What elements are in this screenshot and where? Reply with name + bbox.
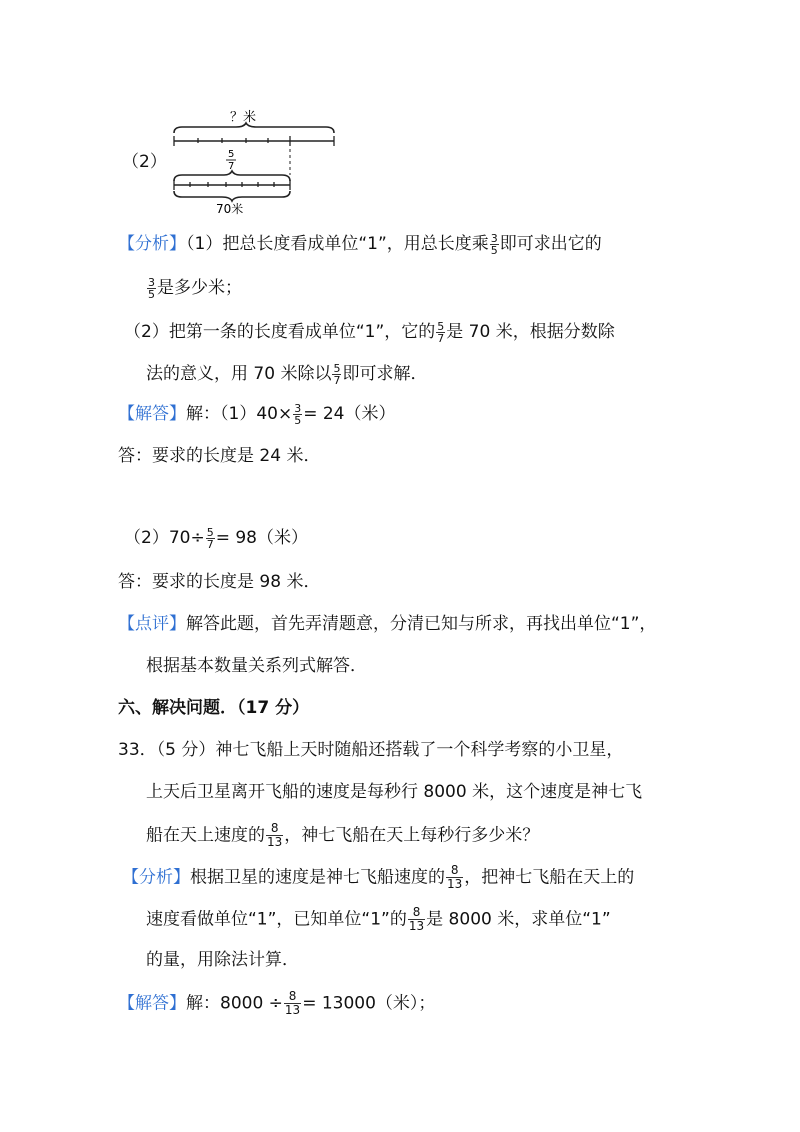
- middle-brace: [174, 171, 290, 181]
- fraction: $\frac{3}{5}$: [148, 275, 155, 301]
- fraction-denominator: 7: [228, 161, 235, 172]
- fraction: $\frac{5}{7}$: [333, 361, 341, 387]
- answer-1: 答：要求的长度是 24 米．: [118, 446, 321, 466]
- solution-tag: 【解答】: [118, 404, 186, 424]
- solution-line-2: （2）70÷ $\frac{5}{7}$ = 98（米）: [124, 525, 308, 551]
- q33-analysis-line-3: 的量，用除法计算．: [146, 950, 299, 970]
- top-length-label: ？米: [230, 110, 257, 125]
- fraction: $\frac{5}{7}$: [206, 525, 214, 551]
- q33-solution-tag: 【解答】: [118, 993, 186, 1014]
- fraction: $\frac{5}{7}$: [437, 319, 445, 345]
- analysis-line-1: 【分析】（1）把总长度看成单位“1”，用总长度乘 $\frac{3}{5}$ 即可求出它的: [118, 231, 602, 257]
- diagram-label: （2）: [122, 152, 167, 172]
- analysis-line-2: $\frac{3}{5}$ 是多少米；: [148, 275, 242, 301]
- comment-line-2: 根据基本数量关系列式解答．: [146, 656, 367, 676]
- fraction: $\frac{8}{13}$: [284, 989, 301, 1017]
- answer-2: 答：要求的长度是 98 米．: [118, 572, 321, 592]
- fraction: $\frac{3}{5}$: [490, 231, 498, 257]
- bottom-length-label: 70米: [216, 202, 244, 215]
- question-33-line-3: 船在天上速度的 $\frac{8}{13}$ ，神七飞船在天上每秒行多少米？: [146, 821, 540, 849]
- analysis-line-3: （2）把第一条的长度看成单位“1”，它的 $\frac{5}{7}$ 是 70 米，根据分数除: [124, 319, 615, 345]
- section-title: 六、解决问题．（17 分）: [118, 698, 310, 718]
- analysis-tag: 【分析】: [118, 234, 186, 254]
- comment-tag: 【点评】: [118, 614, 186, 634]
- segment-diagram: [168, 105, 368, 215]
- fraction: $\frac{3}{5}$: [294, 401, 302, 427]
- fraction-numerator: 5: [228, 149, 235, 160]
- q33-analysis-line-2: 速度看做单位“1”，已知单位“1”的 $\frac{8}{13}$ 是 8000 米，求单位“1”: [146, 905, 611, 933]
- q33-solution-line: 【解答】解：8000 ÷ $\frac{8}{13}$ = 13000（米）；: [118, 989, 436, 1017]
- q33-analysis-tag: 【分析】: [122, 867, 190, 888]
- fraction: $\frac{8}{13}$: [267, 821, 283, 849]
- question-33-line-2: 上天后卫星离开飞船的速度是每秒行 8000 米，这个速度是神七飞: [146, 782, 643, 802]
- analysis-line-4: 法的意义，用 70 米除以 $\frac{5}{7}$ 即可求解．: [146, 361, 428, 387]
- fraction: $\frac{8}{13}$: [447, 863, 463, 891]
- solution-line-1: 【解答】解：（1）40× $\frac{3}{5}$ = 24（米）: [118, 401, 396, 427]
- comment-line-1: 【点评】解答此题，首先弄清题意，分清已知与所求，再找出单位“1”，: [118, 614, 657, 634]
- bottom-brace: [174, 191, 290, 201]
- question-33-line-1: 33．（5 分）神七飞船上天时随船还搭载了一个科学考察的小卫星，: [118, 740, 624, 760]
- q33-analysis-line-1: 【分析】根据卫星的速度是神七飞船速度的 $\frac{8}{13}$ ，把神七飞船在天上的: [122, 863, 635, 891]
- fraction: $\frac{8}{13}$: [408, 905, 425, 933]
